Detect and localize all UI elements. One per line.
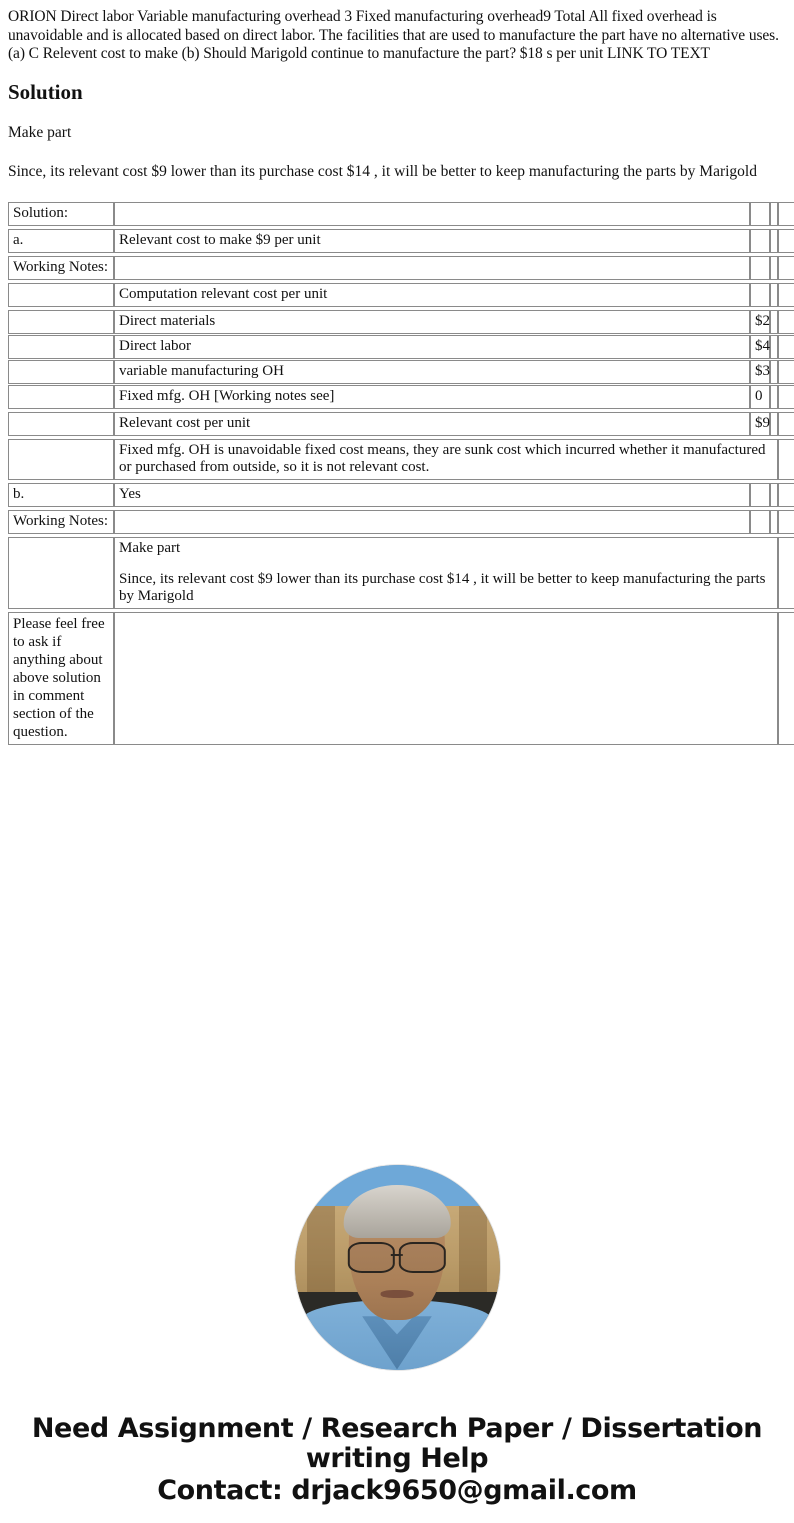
row-value: $4 — [750, 335, 770, 359]
row-tail — [770, 256, 778, 280]
row-label — [8, 335, 114, 359]
row-offpage — [778, 612, 794, 745]
row-value — [750, 483, 770, 507]
intro-paragraph: ORION Direct labor Variable manufacturing overhead 3 Fixed manufacturing overhead9 Total All fixed overhead is unavoidable and is allocated based on direct labor. The facilities that are used to manufacture the part have no alternative uses. (a) C Relevent cost to make (b) Should Marigold continue to manufacture the part? $18 s per unit LINK TO TEXT — [8, 8, 779, 62]
row-tail — [770, 385, 778, 409]
row-offpage — [778, 202, 794, 226]
table-row — [8, 385, 794, 409]
footer-line-2: writing Help — [305, 1442, 489, 1474]
table-row-closing — [8, 612, 794, 745]
table-row — [8, 229, 794, 253]
row-offpage — [778, 360, 794, 384]
avatar-mouth — [381, 1290, 414, 1298]
avatar — [295, 1165, 500, 1370]
avatar-container — [0, 1165, 794, 1370]
row-text: variable manufacturing OH — [114, 360, 750, 384]
row-tail — [770, 510, 778, 534]
solution-table — [8, 202, 794, 745]
row-text — [114, 202, 750, 226]
row-tail — [770, 360, 778, 384]
row-label: a. — [8, 229, 114, 253]
footer-contact: Contact: drjack9650@gmail.com — [157, 1474, 637, 1506]
footer-line-1: Need Assignment / Research Paper / Dissertation — [31, 1412, 763, 1444]
footer — [0, 1414, 794, 1506]
row-offpage — [778, 256, 794, 280]
row-tail — [770, 412, 778, 436]
closing-empty-cell — [114, 612, 778, 745]
row-label: Working Notes: — [8, 256, 114, 280]
row-label: Working Notes: — [8, 510, 114, 534]
solution-table-wrapper — [8, 202, 794, 745]
solution-heading: Solution — [8, 79, 83, 104]
row-label — [8, 412, 114, 436]
row-offpage — [778, 537, 794, 609]
row-offpage — [778, 510, 794, 534]
row-offpage — [778, 483, 794, 507]
table-row — [8, 310, 794, 334]
row-tail — [770, 283, 778, 307]
row-label — [8, 310, 114, 334]
row-offpage — [778, 335, 794, 359]
row-conclusion-cell — [114, 537, 778, 609]
conclusion-line-2: Since, its relevant cost $9 lower than its purchase cost $14 , it will be better to keep manufacturing the parts by Marigold — [119, 570, 766, 604]
row-tail — [770, 202, 778, 226]
row-text — [114, 510, 750, 534]
row-text: Direct labor — [114, 335, 750, 359]
row-tail — [770, 310, 778, 334]
table-row — [8, 335, 794, 359]
row-value: $9 — [750, 412, 770, 436]
row-value — [750, 510, 770, 534]
table-row-note — [8, 439, 794, 480]
row-label — [8, 283, 114, 307]
row-label: b. — [8, 483, 114, 507]
table-row — [8, 256, 794, 280]
row-offpage — [778, 385, 794, 409]
row-text: Computation relevant cost per unit — [114, 283, 750, 307]
glasses-icon — [348, 1242, 446, 1269]
row-value — [750, 202, 770, 226]
row-label — [8, 439, 114, 480]
row-offpage — [778, 310, 794, 334]
row-text: Relevant cost to make $9 per unit — [114, 229, 750, 253]
row-value: $2 — [750, 310, 770, 334]
table-row-working-notes-b — [8, 510, 794, 534]
row-offpage — [778, 283, 794, 307]
closing-note: Please feel free to ask if anything about above solution in comment section of the question. — [8, 612, 114, 745]
row-label — [8, 360, 114, 384]
row-label: Solution: — [8, 202, 114, 226]
row-note-text: Fixed mfg. OH is unavoidable fixed cost means, they are sunk cost which incurred whether it manufactured or purchased from outside, so it is not relevant cost. — [114, 439, 778, 480]
row-text — [114, 256, 750, 280]
row-tail — [770, 335, 778, 359]
answer-line-1: Make part — [8, 123, 72, 141]
row-text: Direct materials — [114, 310, 750, 334]
conclusion-line-1: Make part — [119, 539, 181, 556]
conclusion-spacer — [119, 557, 773, 571]
row-value — [750, 283, 770, 307]
table-row — [8, 202, 794, 226]
table-row-total — [8, 412, 794, 436]
row-text: Relevant cost per unit — [114, 412, 750, 436]
row-text: Fixed mfg. OH [Working notes see] — [114, 385, 750, 409]
table-row-conclusion — [8, 537, 794, 609]
row-offpage — [778, 412, 794, 436]
row-value: $3 — [750, 360, 770, 384]
row-text: Yes — [114, 483, 750, 507]
table-row-answer-b — [8, 483, 794, 507]
row-value — [750, 229, 770, 253]
row-value: 0 — [750, 385, 770, 409]
row-offpage — [778, 439, 794, 480]
row-tail — [770, 229, 778, 253]
row-offpage — [778, 229, 794, 253]
row-tail — [770, 483, 778, 507]
table-row — [8, 283, 794, 307]
row-label — [8, 385, 114, 409]
row-label — [8, 537, 114, 609]
answer-line-2: Since, its relevant cost $9 lower than its purchase cost $14 , it will be better to keep manufacturing the parts by Marigold — [8, 162, 757, 180]
table-row — [8, 360, 794, 384]
row-value — [750, 256, 770, 280]
